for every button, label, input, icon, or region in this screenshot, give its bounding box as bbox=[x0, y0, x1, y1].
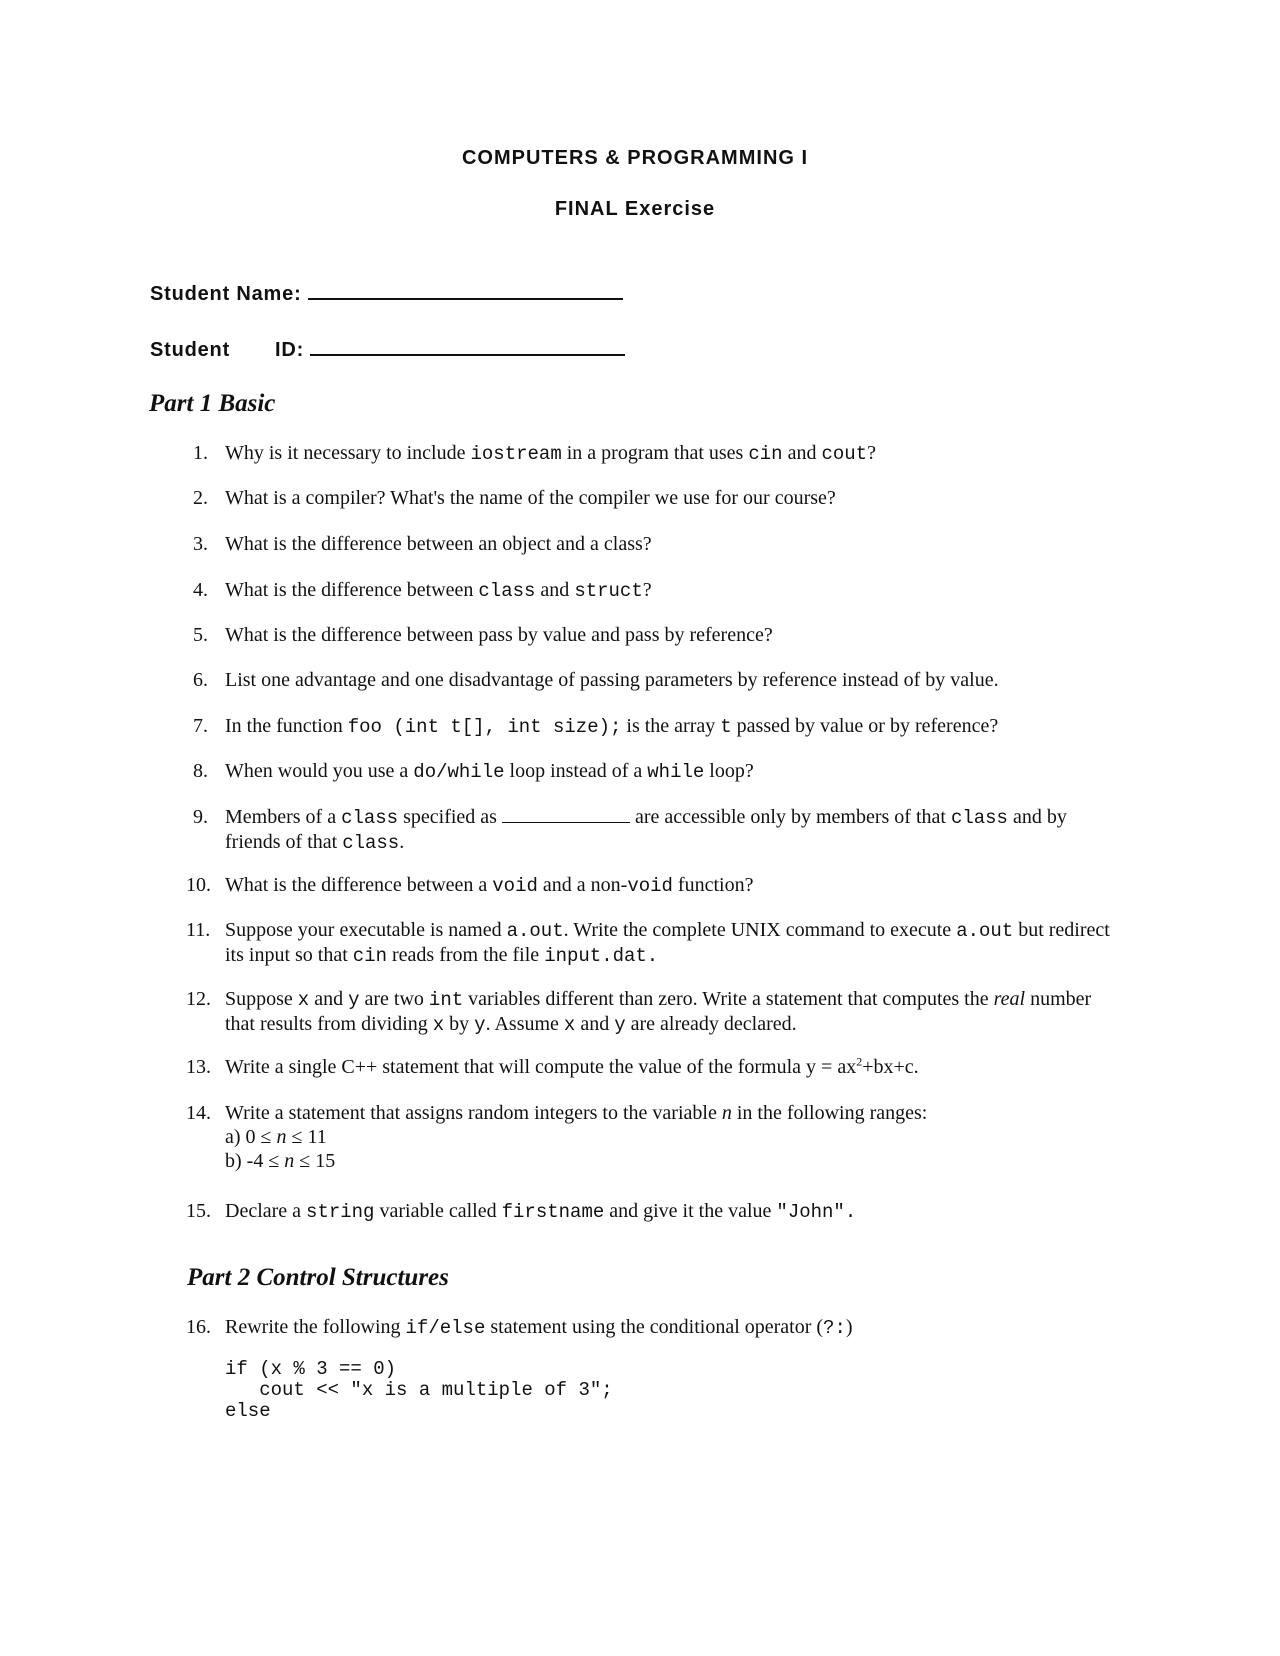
code-block bbox=[225, 1359, 613, 1422]
document-title: COMPUTERS & PROGRAMMING I bbox=[461, 147, 809, 169]
student-id-label-a: Student bbox=[150, 339, 231, 361]
question-number: 9. bbox=[193, 806, 208, 828]
question-number: 16. bbox=[186, 1316, 211, 1338]
student-name-blank[interactable] bbox=[308, 282, 623, 300]
question-number: 3. bbox=[193, 533, 208, 555]
student-name-label: Student Name: bbox=[150, 283, 302, 305]
document-subtitle: FINAL Exercise bbox=[554, 198, 716, 220]
question-number: 2. bbox=[193, 487, 208, 509]
student-id-label-b: ID: bbox=[275, 339, 305, 361]
part2-heading: Part 2 Control Structures bbox=[187, 1264, 449, 1291]
question-number: 7. bbox=[193, 715, 208, 737]
question-number: 14. bbox=[186, 1102, 211, 1124]
question-number: 1. bbox=[193, 442, 208, 464]
question-number: 5. bbox=[193, 624, 208, 646]
student-id-blank[interactable] bbox=[310, 338, 625, 356]
question-number: 4. bbox=[193, 579, 208, 601]
code-line: else bbox=[225, 1400, 271, 1422]
student-name-field[interactable] bbox=[150, 282, 623, 306]
question-number: 10. bbox=[186, 874, 211, 896]
question-number: 6. bbox=[193, 669, 208, 691]
part1-heading: Part 1 Basic bbox=[149, 390, 276, 417]
student-id-field[interactable] bbox=[150, 338, 625, 362]
question-number: 13. bbox=[186, 1056, 211, 1078]
question-number: 8. bbox=[193, 760, 208, 782]
question-number: 11. bbox=[186, 919, 211, 941]
code-line: cout << "x is a multiple of 3"; bbox=[225, 1379, 613, 1401]
question-number: 12. bbox=[186, 988, 211, 1010]
code-line: if (x % 3 == 0) bbox=[225, 1358, 397, 1380]
question-number: 15. bbox=[186, 1200, 211, 1222]
fill-in-blank[interactable] bbox=[502, 808, 630, 823]
